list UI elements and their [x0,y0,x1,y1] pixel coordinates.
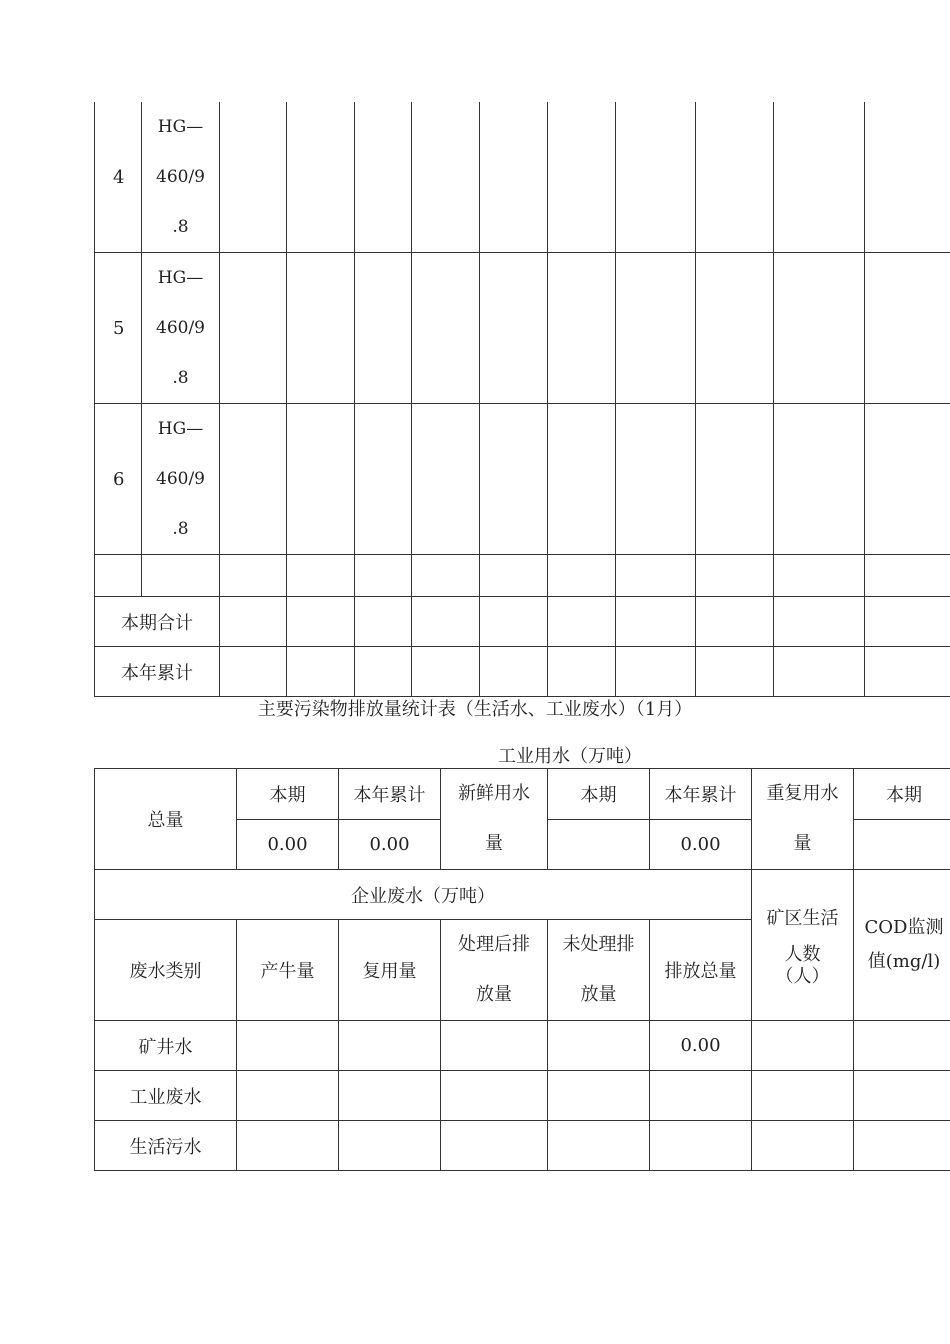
empty-cell [355,647,412,697]
empty-cell [355,102,412,253]
row-seq: 4 [95,102,142,253]
table-row [95,404,950,555]
fresh-water-line: 量 [485,833,503,854]
empty-cell [865,253,950,404]
col-treated [441,920,548,1021]
wastewater-type: 工业废水 [95,1071,237,1121]
cod-label [854,870,950,1021]
model-cell [142,404,220,555]
empty-cell [696,555,774,597]
empty-cell [287,647,355,697]
industrial-water-header: 工业用水（万吨） [498,746,642,767]
pollution-table-title: 主要污染物排放量统计表（生活水、工业废水）（1月） [257,699,693,720]
total-discharge-value [650,1071,752,1121]
empty-cell [480,647,548,697]
model-line: 460/9 [156,318,205,338]
empty-cell [220,404,287,555]
empty-cell [548,1121,650,1171]
model-line: HG— [157,419,204,439]
empty-cell [696,102,774,253]
empty-cell [774,597,865,647]
empty-cell [865,404,950,555]
empty-cell [237,1021,339,1071]
empty-cell [355,555,412,597]
population-line: （人） [775,966,830,987]
empty-cell [548,555,616,597]
empty-cell [220,555,287,597]
reuse-water-line: 量 [793,833,812,854]
period-total-row [95,597,950,647]
empty-cell [854,1121,950,1171]
table-row [95,769,950,820]
empty-cell [355,253,412,404]
table-row [95,253,950,404]
fresh-year-value: 0.00 [650,819,752,870]
total-year-value: 0.00 [339,819,441,870]
untreated-line: 放量 [580,984,617,1005]
header-current-period: 本期 [237,769,339,820]
empty-cell [548,404,616,555]
empty-cell [616,555,696,597]
empty-cell [616,597,696,647]
treated-line: 放量 [476,984,512,1005]
total-current-value: 0.00 [237,819,339,870]
empty-cell [696,647,774,697]
row-seq: 5 [95,253,142,404]
empty-cell [548,597,616,647]
empty-cell [548,1071,650,1121]
empty-cell [548,102,616,253]
pollution-table [94,768,950,1171]
empty-cell [412,555,480,597]
table-row [95,1121,950,1171]
empty-cell [616,102,696,253]
header-year-cumulative: 本年累计 [650,769,752,820]
empty-cell [854,819,950,870]
empty-cell [287,253,355,404]
empty-cell [412,597,480,647]
population-line: 矿区生活 [766,908,839,929]
reuse-water-label [752,769,854,870]
cod-line: COD监测 [864,917,944,938]
empty-cell [220,597,287,647]
empty-cell [616,253,696,404]
table-row [95,1021,950,1071]
model-line: .8 [172,217,189,237]
empty-cell [142,555,220,597]
empty-cell [441,1021,548,1071]
empty-cell [339,1071,441,1121]
fresh-water-label [441,769,548,870]
empty-cell [774,647,865,697]
header-current-period: 本期 [854,769,950,820]
empty-cell [339,1021,441,1071]
year-total-label: 本年累计 [95,647,220,697]
empty-cell [412,647,480,697]
year-total-row [95,647,950,697]
empty-cell [774,404,865,555]
col-wastewater-type: 废水类别 [95,920,237,1021]
empty-cell [220,647,287,697]
empty-cell [616,404,696,555]
empty-cell [220,102,287,253]
enterprise-wastewater-header: 企业废水（万吨） [95,870,752,920]
empty-cell [287,555,355,597]
empty-cell [548,253,616,404]
empty-cell [480,253,548,404]
empty-cell [752,1071,854,1121]
model-cell [142,102,220,253]
total-discharge-value: 0.00 [650,1021,752,1071]
empty-cell [548,647,616,697]
empty-cell [774,253,865,404]
period-total-label: 本期合计 [95,597,220,647]
empty-cell [865,555,950,597]
table-row [95,555,950,597]
header-year-cumulative: 本年累计 [339,769,441,820]
empty-cell [865,647,950,697]
empty-cell [480,102,548,253]
empty-cell [854,1021,950,1071]
empty-cell [287,404,355,555]
model-line: HG— [157,117,204,137]
empty-cell [355,597,412,647]
empty-cell [774,102,865,253]
empty-cell [355,404,412,555]
empty-cell [480,555,548,597]
model-line: .8 [172,519,189,539]
empty-cell [548,1021,650,1071]
table-row [95,102,950,253]
empty-cell [548,819,650,870]
reuse-water-line: 重复用水 [766,783,839,804]
model-line: 460/9 [156,167,205,187]
col-total-discharge: 排放总量 [650,920,752,1021]
empty-cell [616,647,696,697]
empty-cell [696,253,774,404]
wastewater-type: 矿井水 [95,1021,237,1071]
empty-cell [752,1121,854,1171]
empty-cell [865,102,950,253]
col-reused: 复用量 [339,920,441,1021]
population-line: 人数 [784,944,821,965]
empty-cell [220,253,287,404]
empty-cell [854,1071,950,1121]
empty-cell [774,555,865,597]
fresh-water-line: 新鲜用水 [458,783,530,804]
empty-cell [339,1121,441,1171]
model-line: 460/9 [156,469,205,489]
header-current-period: 本期 [548,769,650,820]
cod-line: 值(mg/l) [867,951,941,972]
empty-cell [441,1121,548,1171]
empty-cell [412,102,480,253]
mine-population-label [752,870,854,1021]
model-cell [142,253,220,404]
empty-cell [287,102,355,253]
table-row [95,1071,950,1121]
col-untreated [548,920,650,1021]
empty-cell [752,1021,854,1071]
untreated-line: 未处理排 [562,934,635,955]
empty-cell [696,404,774,555]
empty-cell [480,597,548,647]
treated-line: 处理后排 [458,934,530,955]
empty-cell [95,555,142,597]
model-line: .8 [172,368,189,388]
empty-cell [412,404,480,555]
empty-cell [865,597,950,647]
wastewater-type: 生活污水 [95,1121,237,1171]
empty-cell [441,1071,548,1121]
table-row [95,870,950,920]
col-generated: 产牛量 [237,920,339,1021]
empty-cell [412,253,480,404]
empty-cell [237,1071,339,1121]
total-discharge-value [650,1121,752,1171]
equipment-table [94,102,950,697]
empty-cell [480,404,548,555]
total-label: 总量 [95,769,237,870]
empty-cell [237,1121,339,1171]
empty-cell [696,597,774,647]
row-seq: 6 [95,404,142,555]
model-line: HG— [157,268,204,288]
empty-cell [287,597,355,647]
